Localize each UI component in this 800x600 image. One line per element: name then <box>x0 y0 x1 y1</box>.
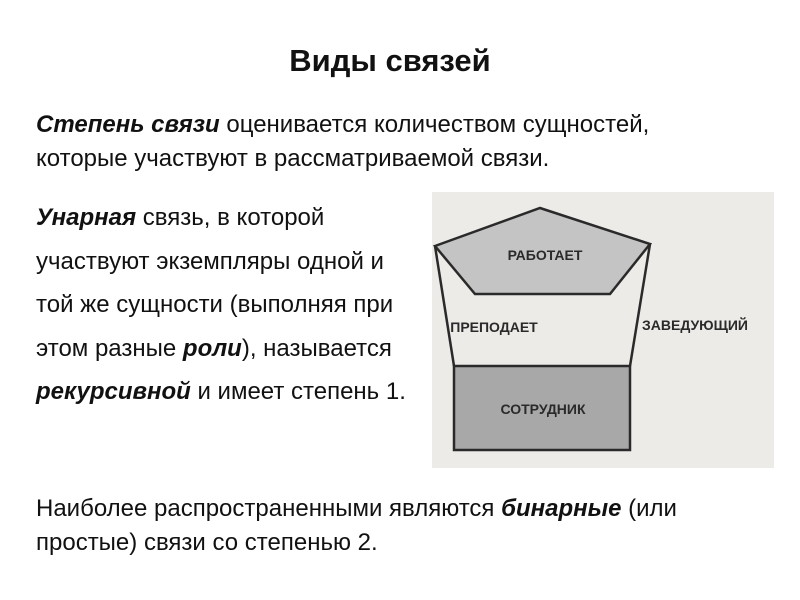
binary-text-2: (или простые) связи со степенью 2. <box>36 495 677 556</box>
slide-title: Виды связей <box>289 43 491 78</box>
unary-text-1: связь, в которой участвуют экземпляры одной и той же сущности (выполняя при этом разные <box>36 204 394 362</box>
unary-term: Унарная <box>36 204 137 231</box>
recursive-relationship-diagram <box>432 192 774 468</box>
binary-term: бинарные <box>501 495 622 522</box>
unary-paragraph <box>36 196 426 414</box>
unary-text-3: и имеет степень 1. <box>190 378 406 405</box>
role-right-label: ЗАВЕДУЮЩИЙ <box>641 317 749 333</box>
roles-term: роли <box>182 334 242 362</box>
degree-term: Степень связи <box>36 111 220 138</box>
degree-paragraph <box>36 108 696 176</box>
diagram-svg <box>432 192 774 468</box>
degree-text: оценивается количеством сущностей, которые участвуют в рассматриваемой связи. <box>36 111 650 172</box>
relationship-label: РАБОТАЕТ <box>507 247 583 263</box>
unary-text-2: ), называется <box>241 334 392 362</box>
binary-text-1: Наиболее распространенными являются <box>36 495 502 522</box>
role-left-label: ПРЕПОДАЕТ <box>450 319 538 335</box>
recursive-term: рекурсивной <box>36 378 191 405</box>
binary-paragraph <box>36 492 776 560</box>
entity-label: СОТРУДНИК <box>500 401 586 417</box>
